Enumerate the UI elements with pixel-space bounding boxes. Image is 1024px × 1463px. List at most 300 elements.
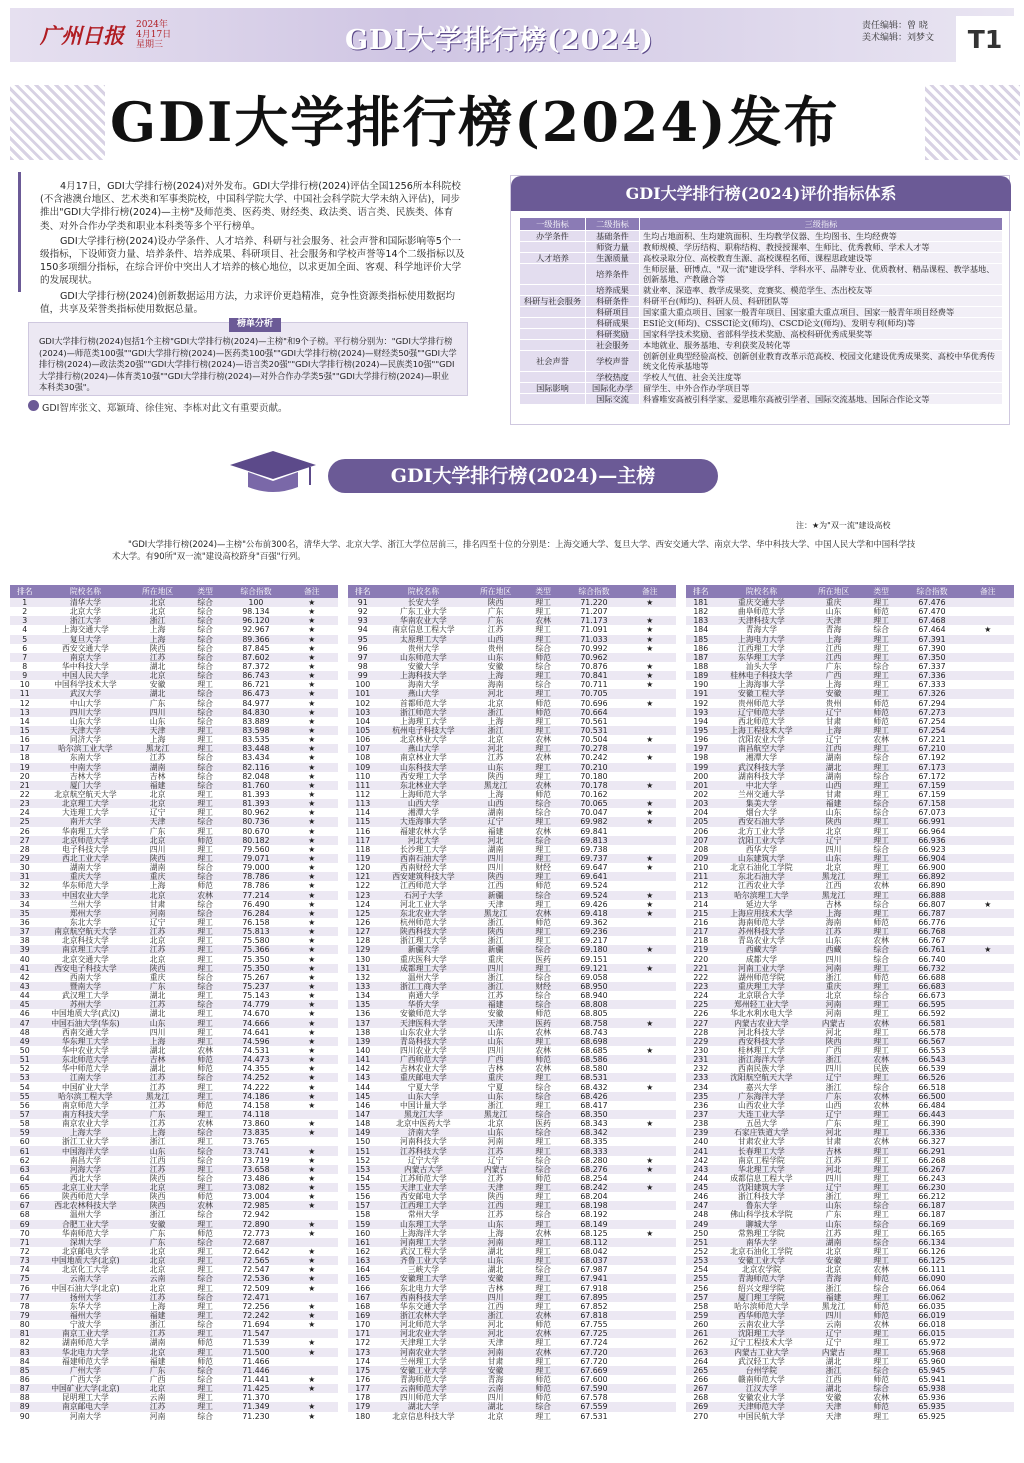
cell-rank: 18 (19, 753, 30, 763)
cell-type: 综合 (197, 972, 213, 982)
cell-type: 农林 (860, 1018, 903, 1027)
cell-region: 吉林 (131, 1055, 183, 1064)
cell-note: ★ (623, 1183, 676, 1192)
cell-name: 东北大学 (69, 917, 102, 927)
cell-type: 理工 (184, 1183, 227, 1192)
main-list-banner (228, 447, 916, 499)
cell-rank: 54 (19, 1082, 30, 1092)
cell-rank: 6 (22, 643, 28, 653)
cell-note (623, 1000, 676, 1009)
ranking-row (686, 598, 1014, 607)
cell-region: 吉林 (487, 1283, 504, 1293)
cell-index: 66.291 (902, 1146, 961, 1155)
cell-region: 内蒙古 (807, 1018, 859, 1027)
cell-region: 浙江 (469, 726, 521, 735)
cell-type: 理工 (522, 598, 565, 607)
cell-region: 北京 (487, 1411, 504, 1421)
cell-rank: 35 (10, 909, 40, 918)
ranking-row (348, 872, 676, 881)
cell-index: 67.470 (918, 607, 946, 617)
cell-type: 理工 (522, 671, 565, 680)
cell-region: 湖北 (149, 662, 166, 672)
cell-index: 69.982 (564, 817, 623, 826)
cell-rank: 84 (19, 1356, 30, 1366)
cell-rank: 222 (693, 972, 709, 982)
cell-index: 73.082 (226, 1183, 285, 1192)
legend-note: 注：★为"双一流"建设高校 (796, 521, 891, 530)
cell-type: 理工 (873, 1009, 889, 1019)
cell-rank: 80 (19, 1320, 30, 1330)
cell-name: 南京邮电大学 (40, 1402, 132, 1411)
cell-index: 71.425 (226, 1384, 285, 1393)
cell-type: 理工 (197, 1027, 213, 1037)
ranking-row (686, 1320, 1014, 1329)
cell-rank: 263 (686, 1348, 716, 1357)
cell-rank: 148 (355, 1119, 371, 1129)
cell-type: 理工 (860, 1073, 903, 1082)
cell-region: 四川 (807, 1311, 859, 1320)
cell-index: 80.736 (226, 817, 285, 826)
ranking-row (348, 1247, 676, 1256)
cell-rank: 51 (10, 1055, 40, 1064)
ranking-row (348, 982, 676, 991)
cell-index: 70.876 (580, 662, 608, 672)
cell-index: 68.698 (564, 1037, 623, 1046)
cell-note: ★ (308, 716, 316, 726)
cell-rank: 139 (348, 1037, 378, 1046)
cell-name: 吉林大学 (69, 771, 102, 781)
cell-region: 湖北 (825, 1356, 842, 1366)
cell-rank: 266 (693, 1375, 709, 1385)
cell-name: 清华大学 (40, 598, 132, 607)
cell-region: 新疆 (469, 891, 521, 900)
ranking-row (686, 1302, 1014, 1311)
cell-note: ★ (646, 1119, 654, 1129)
cell-name: 武汉轻工大学 (738, 1356, 785, 1366)
ranking-row (10, 1146, 338, 1155)
cell-index: 66.336 (902, 1128, 961, 1137)
cell-rank: 167 (348, 1293, 378, 1302)
ranking-row (686, 1055, 1014, 1064)
cell-note: ★ (623, 635, 676, 644)
ranking-row (686, 1348, 1014, 1357)
cell-name: 台州学院 (716, 1366, 808, 1375)
cell-region: 安徽 (487, 1009, 504, 1019)
cell-region: 辽宁 (807, 1329, 859, 1338)
cell-index: 65.925 (918, 1411, 946, 1421)
cell-region: 四川 (469, 1293, 521, 1302)
cell-index: 67.326 (902, 689, 961, 698)
cell-index: 82.116 (226, 763, 285, 772)
cell-index: 70.531 (564, 726, 623, 735)
cell-rank: 108 (355, 753, 371, 763)
indicator-level1 (520, 242, 586, 253)
cell-name: 沈阳建筑大学 (716, 1183, 808, 1192)
cell-region: 江苏 (131, 1329, 183, 1338)
cell-type: 理工 (860, 744, 903, 753)
cell-index: 74.666 (226, 1018, 285, 1027)
cell-rank: 131 (348, 964, 378, 973)
cell-name: 河北工业大学 (400, 899, 447, 909)
cell-type: 理工 (184, 1384, 227, 1393)
cell-index: 69.647 (580, 863, 608, 873)
ranking-row (686, 945, 1014, 954)
cell-name: 山东师范大学 (378, 653, 470, 662)
cell-name: 重庆理工大学 (716, 982, 808, 991)
cell-note (961, 1009, 1014, 1018)
cell-type: 综合 (860, 1201, 903, 1210)
cell-index: 74.355 (242, 1064, 270, 1074)
cell-rank: 22 (19, 790, 30, 800)
ranking-row (686, 1311, 1014, 1320)
cell-rank: 177 (348, 1384, 378, 1393)
cell-region: 山东 (469, 1037, 521, 1046)
cell-name: 杭州师范大学 (400, 917, 447, 927)
cell-region: 北京 (487, 698, 504, 708)
cell-note (961, 1210, 1014, 1219)
ranking-row (686, 781, 1014, 790)
cell-note (623, 1037, 676, 1046)
cell-note (961, 1366, 1014, 1375)
indicator-row (520, 307, 1003, 318)
cell-type: 农林 (873, 1265, 889, 1275)
ranking-row (348, 1311, 676, 1320)
cell-note: ★ (308, 1265, 316, 1275)
cell-note: ★ (285, 708, 338, 717)
cell-note (961, 1018, 1014, 1027)
cell-rank: 50 (19, 1045, 30, 1055)
ranking-row (10, 1009, 338, 1018)
ranking-row (348, 1037, 676, 1046)
cell-rank: 9 (10, 671, 40, 680)
ranking-row (686, 735, 1014, 744)
indicator-system-box (510, 175, 1010, 425)
ranking-row (348, 1174, 676, 1183)
cell-note: ★ (308, 607, 316, 617)
cell-type: 农林 (197, 1119, 213, 1129)
ranking-row (348, 662, 676, 671)
cell-rank: 96 (357, 643, 368, 653)
cell-name: 天津医科大学 (378, 1018, 470, 1027)
cell-region: 海南 (487, 680, 504, 690)
cell-region: 北京 (825, 991, 842, 1001)
cell-index: 67.918 (580, 1283, 608, 1293)
ranking-row (10, 1256, 338, 1265)
cell-type: 师范 (860, 1402, 903, 1411)
cell-note (961, 1375, 1014, 1384)
cell-rank: 260 (693, 1320, 709, 1330)
cell-region: 辽宁 (825, 735, 842, 745)
ranking-row (348, 607, 676, 616)
cell-index: 83.434 (242, 753, 270, 763)
cell-region: 山东 (807, 854, 859, 863)
cell-note (961, 872, 1014, 881)
cell-note: ★ (285, 726, 338, 735)
cell-type: 理工 (184, 726, 227, 735)
indicator-level2: 科研项目 (586, 307, 640, 318)
cell-rank: 5 (10, 635, 40, 644)
ranking-row (348, 1046, 676, 1055)
ranking-row (686, 991, 1014, 1000)
cell-index: 69.151 (580, 954, 608, 964)
cell-note (623, 1274, 676, 1283)
cell-rank: 143 (348, 1073, 378, 1082)
cell-region: 山东 (131, 1146, 183, 1155)
indicator-row (520, 394, 1003, 405)
cell-name: 安徽工业大学 (716, 1256, 808, 1265)
ranking-row (686, 680, 1014, 689)
cell-type: 综合 (873, 899, 889, 909)
cell-index: 73.486 (242, 1173, 270, 1183)
cell-rank: 117 (348, 836, 378, 845)
cell-index: 66.991 (902, 817, 961, 826)
cell-type: 综合 (197, 753, 213, 763)
cell-region: 重庆 (807, 598, 859, 607)
ranking-row (348, 799, 676, 808)
cell-region: 浙江 (149, 1320, 166, 1330)
cell-rank: 86 (19, 1375, 30, 1385)
cell-note: ★ (308, 1009, 316, 1019)
ranking-row (348, 790, 676, 799)
cell-type: 综合 (535, 808, 551, 818)
analysis-text: GDI大学排行榜(2024)包括1个主榜"GDI大学排行榜(2024)—主榜"和9个子榜。平行榜分别为："GDI大学排行榜(2024)—师范类100强""GDI大学排行榜(2024)—医药类100强""GDI大学排行榜(2024)—财经类50强""GDI大学排行榜(2024)—政法类20强""GDI大学排行榜(2024)—语言类20强""GDI大学排行榜(2024)—民族类10强""GDI大学排行榜(2024)—体育类10强""GDI大学排行榜(2024)—对外合作办学类5强""GDI大学排行榜(2024)—职业本科类30强"。 (39, 336, 457, 393)
cell-type: 师范 (535, 1173, 551, 1183)
cell-note (961, 1146, 1014, 1155)
cell-name: 广西师范大学 (378, 1055, 470, 1064)
ranking-row (686, 772, 1014, 781)
cell-type: 师范 (184, 836, 227, 845)
ranking-row (10, 616, 338, 625)
cell-region: 辽宁 (149, 808, 166, 818)
cell-name: 江苏师范大学 (400, 1173, 447, 1183)
ranking-row (10, 689, 338, 698)
cell-index: 71.173 (564, 616, 623, 625)
cell-note: ★ (308, 1100, 316, 1110)
cell-region: 广西 (807, 671, 859, 680)
cell-note: ★ (285, 854, 338, 863)
cell-region: 黑龙江 (131, 744, 183, 753)
cell-index: 67.531 (580, 1411, 608, 1421)
cell-index: 100 (226, 598, 285, 607)
cell-rank: 112 (355, 790, 371, 800)
cell-name: 北京航空航天大学 (54, 790, 117, 800)
cell-rank: 146 (355, 1100, 371, 1110)
cell-type: 理工 (535, 936, 551, 946)
cell-note (961, 753, 1014, 762)
cell-region: 贵州 (825, 698, 842, 708)
ranking-row (10, 1174, 338, 1183)
cell-type: 理工 (184, 744, 227, 753)
cell-rank: 202 (693, 790, 709, 800)
ranking-row (348, 689, 676, 698)
cell-name: 东北农业大学 (378, 909, 470, 918)
ranking-row (10, 845, 338, 854)
cell-region: 浙江 (487, 936, 504, 946)
ranking-row (686, 1000, 1014, 1009)
cell-index: 72.985 (226, 1201, 285, 1210)
cell-rank: 187 (686, 653, 716, 662)
cell-name: 东北师范大学 (40, 1055, 132, 1064)
cell-type: 农林 (184, 1201, 227, 1210)
cell-note: ★ (623, 854, 676, 863)
cell-region: 新疆 (469, 945, 521, 954)
cell-note (623, 1110, 676, 1119)
cell-index: 68.204 (580, 1192, 608, 1202)
cell-region: 陕西 (469, 927, 521, 936)
cell-type: 师范 (860, 1311, 903, 1320)
cell-index: 66.035 (918, 1301, 946, 1311)
cell-name: 福州大学 (40, 1311, 132, 1320)
cell-index: 68.042 (580, 1247, 608, 1257)
cell-region: 黑龙江 (807, 872, 859, 881)
cell-note: ★ (308, 771, 316, 781)
cell-name: 西南大学 (69, 972, 102, 982)
cell-type: 理工 (860, 1037, 903, 1046)
cell-note: ★ (308, 1320, 316, 1330)
cell-name: 西安科技大学 (716, 1037, 808, 1046)
cell-name: 华南理工大学 (62, 826, 109, 836)
indicator-level3: 生均占地面积、生均建筑面积、生均教学仪器、生均图书、生均经费等 (640, 231, 1003, 242)
ranking-row (686, 909, 1014, 918)
cell-note (961, 1192, 1014, 1201)
cell-name: 东北林业大学 (378, 781, 470, 790)
cell-index: 65.972 (918, 1338, 946, 1348)
cell-rank: 87 (10, 1384, 40, 1393)
cell-name: 石河子大学 (378, 891, 470, 900)
cell-note: ★ (984, 625, 992, 635)
cell-type: 理工 (522, 744, 565, 753)
cell-note: ★ (285, 1220, 338, 1229)
header-level3: 三级指标 (640, 218, 1003, 231)
cell-name: 河北农业大学 (378, 1329, 470, 1338)
cell-region: 北京 (487, 1119, 504, 1129)
cell-index: 74.670 (242, 1009, 270, 1019)
cell-note: ★ (285, 1348, 338, 1357)
cell-rank: 166 (355, 1283, 371, 1293)
cell-name: 南通大学 (407, 991, 440, 1001)
header-rank: 排名 (348, 585, 378, 598)
cell-rank: 216 (693, 917, 709, 927)
cell-region: 江西 (825, 643, 842, 653)
cell-name: 海南师范大学 (738, 917, 785, 927)
cell-type: 综合 (184, 1274, 227, 1283)
cell-type: 理工 (184, 799, 227, 808)
ranking-row (10, 1293, 338, 1302)
cell-type: 综合 (873, 1283, 889, 1293)
cell-name: 云南大学 (40, 1274, 132, 1283)
cell-type: 理工 (873, 643, 889, 653)
cell-region: 青海 (807, 1274, 859, 1283)
cell-type: 理工 (873, 1338, 889, 1348)
cell-type: 综合 (184, 909, 227, 918)
cell-rank: 72 (19, 1247, 30, 1257)
contributors-note: GDI智库张文、郑颖琦、徐佳宛、李栋对此文有重要贡献。 (42, 403, 288, 414)
ranking-row (348, 900, 676, 909)
cell-type: 综合 (197, 1375, 213, 1385)
cell-note: ★ (285, 872, 338, 881)
cell-region: 江西 (149, 1155, 166, 1165)
cell-index: 67.336 (902, 671, 961, 680)
cell-region: 河南 (487, 1137, 504, 1147)
cell-name: 中国矿业大学 (62, 1082, 109, 1092)
cell-index: 73.835 (226, 1128, 285, 1137)
ranking-row (10, 817, 338, 826)
cell-region: 上海 (131, 1037, 183, 1046)
cell-type: 综合 (197, 662, 213, 672)
cell-note: ★ (646, 643, 654, 653)
cell-rank: 239 (686, 1128, 716, 1137)
cell-rank: 191 (686, 689, 716, 698)
cell-rank: 10 (19, 680, 30, 690)
cell-name: 重庆医科大学 (400, 954, 447, 964)
cell-region: 河北 (469, 689, 521, 698)
ranking-row (10, 1265, 338, 1274)
ranking-row (686, 653, 1014, 662)
cell-region: 江苏 (487, 1173, 504, 1183)
indicator-level1 (520, 285, 586, 296)
cell-region: 海南 (825, 917, 842, 927)
indicator-level1: 办学条件 (520, 231, 586, 242)
cell-region: 云南 (469, 1384, 521, 1393)
cell-type: 综合 (535, 972, 551, 982)
cell-type: 理工 (197, 1393, 213, 1403)
cell-name: 浙江科技大学 (738, 1192, 785, 1202)
cell-note (961, 1256, 1014, 1265)
cell-note: ★ (308, 1411, 316, 1421)
cell-rank: 213 (686, 891, 716, 900)
cell-note (623, 1284, 676, 1293)
cell-note (961, 1302, 1014, 1311)
cell-note (623, 918, 676, 927)
cell-index: 72.890 (226, 1220, 285, 1229)
cell-region: 江西 (487, 881, 504, 891)
cell-type: 农林 (535, 1045, 551, 1055)
ranking-row (686, 1329, 1014, 1338)
cell-note (623, 1220, 676, 1229)
cell-index: 83.598 (226, 726, 285, 735)
cell-region: 北京 (825, 1265, 842, 1275)
cell-index: 67.724 (580, 1338, 608, 1348)
cell-rank: 268 (693, 1393, 709, 1403)
cell-type: 理工 (873, 1119, 889, 1129)
cell-type: 综合 (184, 653, 227, 662)
ranking-row (348, 1156, 676, 1165)
cell-index: 66.904 (902, 854, 961, 863)
cell-note (623, 726, 676, 735)
cell-rank: 47 (10, 1018, 40, 1027)
ranking-row (10, 1110, 338, 1119)
cell-index: 70.504 (580, 735, 608, 745)
indicator-level3: 本地就业、服务基地、专利获奖及转化等 (640, 340, 1003, 351)
cell-type: 综合 (184, 1146, 227, 1155)
cell-index: 67.333 (918, 680, 946, 690)
cell-region: 广东 (487, 607, 504, 617)
ranking-row (686, 1192, 1014, 1201)
cell-index: 75.580 (242, 936, 270, 946)
cell-region: 河南 (469, 1348, 521, 1357)
cell-note (961, 607, 1014, 616)
cell-name: 兰州交通大学 (738, 790, 785, 800)
cell-rank: 95 (348, 635, 378, 644)
cell-rank: 1 (10, 598, 40, 607)
cell-rank: 151 (348, 1146, 378, 1155)
ranking-row (686, 1064, 1014, 1073)
cell-region: 辽宁 (149, 917, 166, 927)
cell-type: 理工 (522, 1256, 565, 1265)
cell-note (961, 1073, 1014, 1082)
cell-name: 辽宁大学 (407, 1155, 440, 1165)
cell-note (961, 918, 1014, 927)
